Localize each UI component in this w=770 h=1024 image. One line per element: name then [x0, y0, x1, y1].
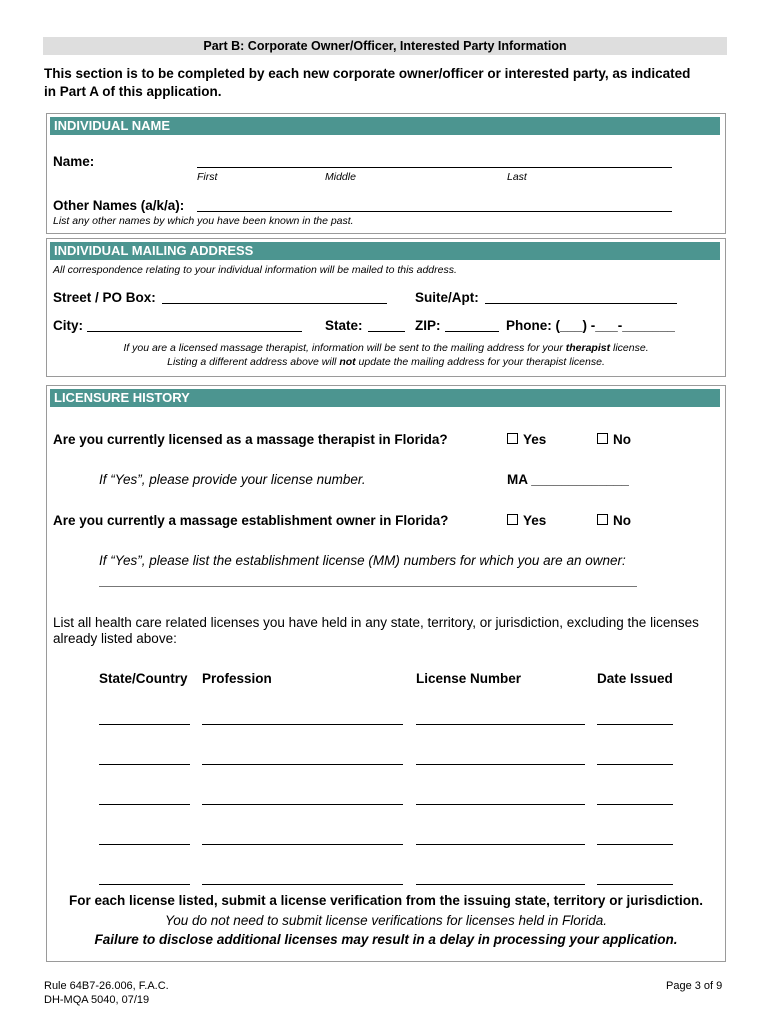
column-state-country: State/Country [99, 671, 188, 686]
row-3-profession-field[interactable] [202, 804, 403, 805]
row-4-state-field[interactable] [99, 844, 190, 845]
row-4-date-field[interactable] [597, 844, 673, 845]
note-text: If you are a licensed massage therapist, information will be sent to the mailing address for your [123, 342, 566, 354]
q2-no-option[interactable] [597, 513, 631, 528]
instruction-line-2: already listed above: [53, 631, 177, 646]
city-field[interactable] [87, 331, 302, 332]
row-5-profession-field[interactable] [202, 884, 403, 885]
intro-text [44, 65, 724, 101]
row-1-profession-field[interactable] [202, 724, 403, 725]
therapist-note-line-2 [47, 356, 725, 368]
column-profession: Profession [202, 671, 272, 686]
row-3-state-field[interactable] [99, 804, 190, 805]
row-3-date-field[interactable] [597, 804, 673, 805]
rule-citation: Rule 64B7-26.006, F.A.C. [44, 980, 169, 992]
intro-line-2: in Part A of this application. [44, 84, 222, 99]
middle-name-caption: Middle [325, 171, 356, 183]
column-date-issued: Date Issued [597, 671, 673, 686]
row-5-state-field[interactable] [99, 884, 190, 885]
other-names-field[interactable] [197, 211, 672, 212]
form-number: DH-MQA 5040, 07/19 [44, 994, 150, 1006]
no-label: No [613, 432, 631, 447]
therapist-note-line-1 [47, 342, 725, 354]
mailing-hint: All correspondence relating to your individual information will be mailed to this address. [53, 264, 457, 276]
row-2-profession-field[interactable] [202, 764, 403, 765]
other-names-hint: List any other names by which you have been known in the past. [53, 215, 354, 227]
row-2-date-field[interactable] [597, 764, 673, 765]
zip-label: ZIP: [415, 318, 441, 333]
row-1-date-field[interactable] [597, 724, 673, 725]
q1-yes-option[interactable] [507, 432, 546, 447]
row-1-license-number-field[interactable] [416, 724, 585, 725]
row-1-state-field[interactable] [99, 724, 190, 725]
yes-label: Yes [523, 432, 547, 447]
q2-establishment-owner: Are you currently a massage establishment owner in Florida? [53, 513, 449, 528]
name-label: Name: [53, 154, 95, 169]
individual-name-section [46, 113, 726, 234]
mm-license-field[interactable] [99, 586, 637, 587]
city-label: City: [53, 318, 83, 333]
intro-line-1: This section is to be completed by each new corporate owner/officer or interested party, as indicated [44, 66, 691, 81]
checkbox-icon[interactable] [597, 514, 608, 525]
ma-license-field[interactable]: MA _____________ [507, 472, 629, 487]
no-label: No [613, 513, 631, 528]
q1-follow-up: If “Yes”, please provide your license number. [99, 472, 366, 487]
last-name-caption: Last [507, 171, 527, 183]
other-names-label: Other Names (a/k/a): [53, 198, 185, 213]
street-field[interactable] [162, 303, 387, 304]
checkbox-icon[interactable] [507, 433, 518, 444]
note-emphasis: not [339, 356, 356, 368]
row-4-license-number-field[interactable] [416, 844, 585, 845]
q2-yes-option[interactable] [507, 513, 546, 528]
note-emphasis: therapist [565, 342, 611, 354]
q1-licensed-therapist: Are you currently licensed as a massage therapist in Florida? [53, 432, 448, 447]
row-3-license-number-field[interactable] [416, 804, 585, 805]
q1-no-option[interactable] [597, 432, 631, 447]
row-4-profession-field[interactable] [202, 844, 403, 845]
suite-field[interactable] [485, 303, 677, 304]
mailing-address-section [46, 238, 726, 377]
florida-exemption-note: You do not need to submit license verifications for licenses held in Florida. [165, 913, 607, 928]
yes-label: Yes [523, 513, 547, 528]
name-field[interactable] [197, 167, 672, 168]
disclosure-warning: Failure to disclose additional licenses may result in a delay in processing your application. [94, 932, 678, 947]
q2-follow-up: If “Yes”, please list the establishment license (MM) numbers for which you are an owner: [99, 553, 626, 568]
state-field[interactable] [368, 331, 405, 332]
instruction-line-1: List all health care related licenses you have held in any state, territory, or jurisdiction, excluding the licenses [53, 615, 699, 630]
page-number: Page 3 of 9 [666, 980, 723, 992]
licensure-history-section [46, 385, 726, 962]
note-text: update the mailing address for your therapist license. [355, 356, 605, 368]
street-label: Street / PO Box: [53, 290, 156, 305]
verification-requirement: For each license listed, submit a license verification from the issuing state, territory or jurisdiction. [69, 893, 703, 908]
individual-name-header: INDIVIDUAL NAME [50, 117, 720, 135]
first-name-caption: First [197, 171, 218, 183]
column-license-number: License Number [416, 671, 522, 686]
note-text: Listing a different address above will [167, 356, 340, 368]
licensure-history-header: LICENSURE HISTORY [50, 389, 720, 407]
row-2-license-number-field[interactable] [416, 764, 585, 765]
list-licenses-instruction [53, 615, 721, 647]
note-text: license. [610, 342, 649, 354]
suite-label: Suite/Apt: [415, 290, 479, 305]
checkbox-icon[interactable] [597, 433, 608, 444]
row-5-license-number-field[interactable] [416, 884, 585, 885]
part-header: Part B: Corporate Owner/Officer, Interested Party Information [43, 37, 727, 55]
mailing-address-header: INDIVIDUAL MAILING ADDRESS [50, 242, 720, 260]
checkbox-icon[interactable] [507, 514, 518, 525]
state-label: State: [325, 318, 363, 333]
zip-field[interactable] [445, 331, 499, 332]
row-2-state-field[interactable] [99, 764, 190, 765]
row-5-date-field[interactable] [597, 884, 673, 885]
phone-field[interactable]: Phone: (___) -___-_______ [506, 318, 675, 333]
